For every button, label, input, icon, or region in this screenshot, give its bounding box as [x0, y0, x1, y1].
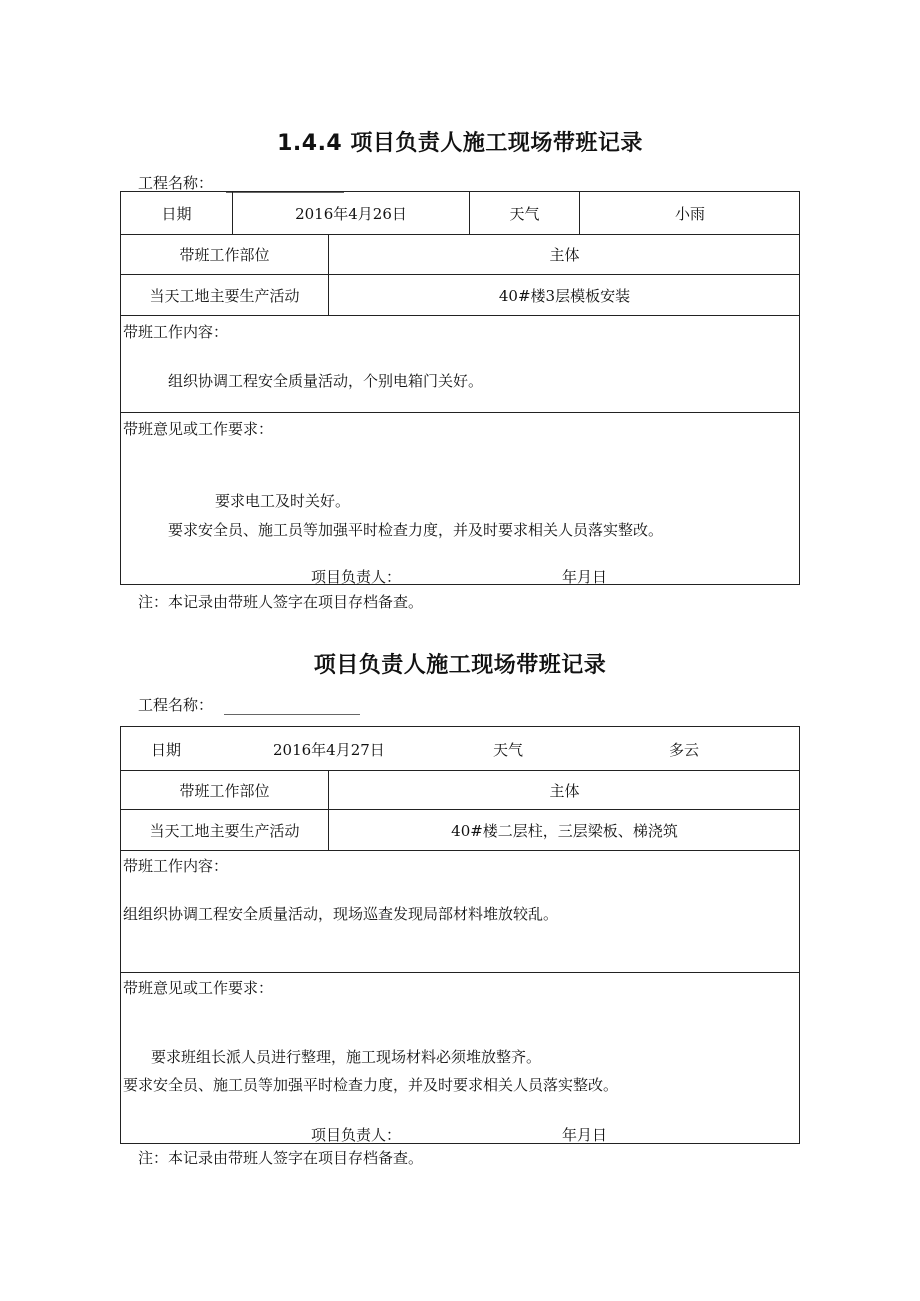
record2-project-label: 工程名称：: [138, 696, 214, 714]
record2-opinion-line1: 要求班组长派人员进行整理，施工现场材料必须堆放整齐。: [151, 1048, 542, 1066]
record1-activity-label: 当天工地主要生产活动: [149, 286, 300, 305]
record1-dept-value: 主体: [549, 246, 580, 264]
record2-dept-label: 带班工作部位: [179, 781, 270, 800]
record2-activity-label: 当天工地主要生产活动: [149, 821, 300, 840]
record2-note: 注：本记录由带班人签字在项目存档备查。: [138, 1149, 424, 1167]
record1-weather-label: 天气: [509, 204, 540, 223]
record2-date-value: 2016年4月27日: [273, 741, 385, 759]
record2-weather-value: 多云: [669, 741, 700, 759]
record1-date-label: 日期: [161, 204, 192, 223]
record2-table: [120, 726, 800, 1144]
record2-title: 项目负责人施工现场带班记录: [313, 653, 607, 678]
record1-title: 1.4.4 项目负责人施工现场带班记录: [277, 131, 643, 156]
record2-project-name: [138, 694, 360, 715]
record1-date-sign: 年月日: [562, 568, 608, 586]
record1-note: 注：本记录由带班人签字在项目存档备查。: [138, 593, 424, 611]
record2-activity-value: 40#楼二层柱，三层梁板、梯浇筑: [451, 821, 678, 840]
record1-content-text: 组织协调工程安全质量活动，个别电箱门关好。: [168, 372, 484, 390]
record1-dept-label: 带班工作部位: [179, 246, 270, 264]
record1-activity-value: 40#楼3层模板安装: [498, 286, 631, 305]
record2-signer-label: 项目负责人：: [311, 1126, 402, 1144]
record2-date-sign: 年月日: [562, 1126, 608, 1144]
record1-project-name: [138, 172, 344, 193]
record2-weather-label: 天气: [493, 741, 524, 759]
record1-opinion-line1: 要求电工及时关好。: [215, 492, 351, 510]
record2-project-blank[interactable]: [224, 700, 360, 715]
record2-content-label: 带班工作内容：: [123, 857, 229, 875]
record1-signer-label: 项目负责人：: [311, 568, 402, 586]
record2-opinion-label: 带班意见或工作要求：: [123, 979, 274, 997]
record2-dept-value: 主体: [549, 781, 580, 800]
record1-table: [120, 191, 800, 585]
record2-opinion-line2: 要求安全员、施工员等加强平时检查力度，并及时要求相关人员落实整改。: [123, 1076, 619, 1094]
record1-opinion-line2: 要求安全员、施工员等加强平时检查力度，并及时要求相关人员落实整改。: [168, 521, 664, 539]
record1-weather-value: 小雨: [674, 204, 705, 223]
record1-project-label: 工程名称：: [138, 174, 214, 192]
record2-content-text: 组组织协调工程安全质量活动，现场巡查发现局部材料堆放较乱。: [123, 905, 559, 923]
record1-content-label: 带班工作内容：: [123, 323, 229, 341]
record2-date-label: 日期: [151, 741, 182, 759]
record1-date-value: 2016年4月26日: [295, 204, 407, 223]
record1-opinion-label: 带班意见或工作要求：: [123, 420, 274, 438]
